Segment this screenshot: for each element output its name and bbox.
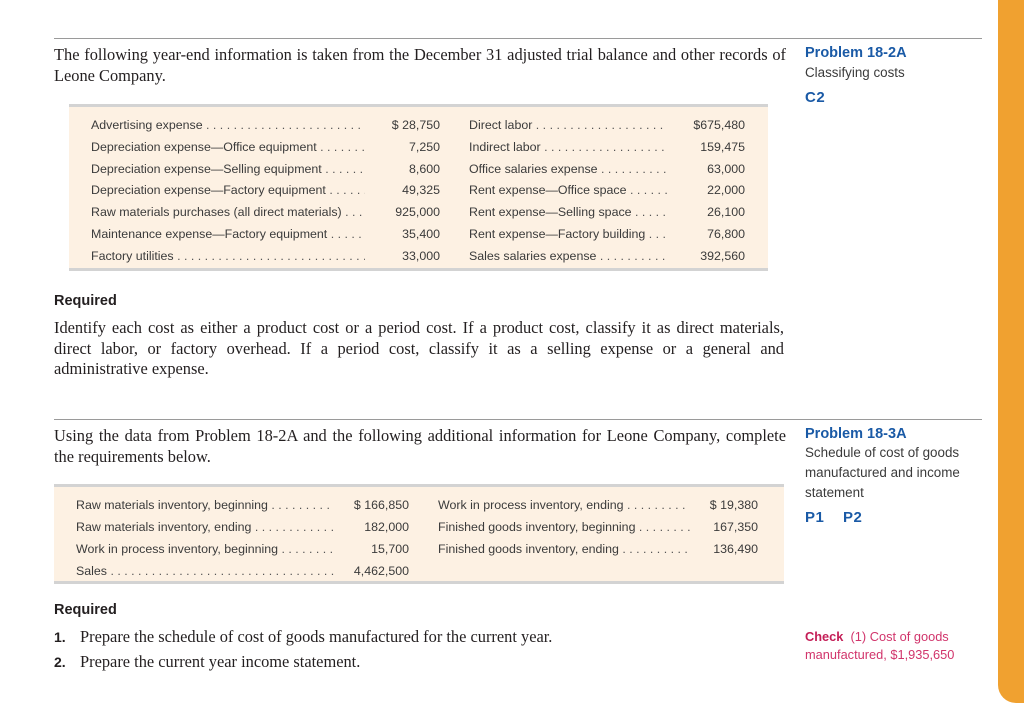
account-amount: 76,800 <box>707 227 745 241</box>
table-row <box>69 114 768 136</box>
account-amount: 167,350 <box>713 520 758 534</box>
requirement-text: Prepare the schedule of cost of goods manufactured for the current year. <box>80 627 553 646</box>
account-label: Direct labor . . . <box>469 114 667 136</box>
account-label: Finished goods inventory, beginning . . . <box>438 516 690 538</box>
problem-18-3a-subtitle <box>805 443 960 503</box>
table-row <box>54 516 784 538</box>
account-amount: 4,462,500 <box>353 564 409 578</box>
account-amount: 33,000 <box>402 248 440 263</box>
problem-18-3a-codes <box>805 509 960 526</box>
account-amount: 182,000 <box>364 520 409 534</box>
problem-18-2a-sidebar <box>805 45 907 106</box>
account-label: Raw materials inventory, ending . . . <box>76 516 334 538</box>
problem-18-3a-data-table <box>54 484 784 584</box>
account-amount: $ 19,380 <box>709 498 758 512</box>
table-row <box>69 179 768 201</box>
account-amount: 8,600 <box>408 161 440 176</box>
subtitle-line: manufactured and income <box>805 465 960 480</box>
requirement-item <box>54 626 552 648</box>
account-label: Raw materials inventory, beginning . . . <box>76 494 334 516</box>
problem-18-3a-intro: Using the data from Problem 18-2A and the following additional information for Leone Company, complete the requirements below. <box>54 426 786 466</box>
account-label: Advertising expense . . . <box>91 114 365 136</box>
learning-objective-code: P2 <box>843 509 863 526</box>
account-label: Rent expense—Factory building . . . <box>469 223 667 245</box>
problem-18-2a-subtitle: Classifying costs <box>805 65 905 80</box>
account-label: Work in process inventory, ending . . . <box>438 494 690 516</box>
problem-18-2a-codes <box>805 89 907 106</box>
account-amount: 925,000 <box>395 205 440 220</box>
account-amount: $ 166,850 <box>353 498 409 512</box>
subtitle-line: statement <box>805 485 864 500</box>
requirement-item <box>54 651 360 673</box>
check-figure-note <box>805 628 985 664</box>
account-amount: $ 28,750 <box>391 118 440 132</box>
account-amount: 15,700 <box>371 542 409 556</box>
account-label: Depreciation expense—Factory equipment . . . <box>91 179 365 201</box>
account-amount: 159,475 <box>700 139 745 154</box>
problem-18-3a-required-heading: Required <box>54 602 117 618</box>
table-row <box>54 538 784 560</box>
account-label: Office salaries expense . . . <box>469 158 667 180</box>
table-row <box>69 136 768 158</box>
problem-18-3a-title: Problem 18-3A <box>805 426 907 442</box>
account-amount: 22,000 <box>707 183 745 198</box>
account-label: Maintenance expense—Factory equipment . . . <box>91 223 365 245</box>
account-label: Rent expense—Office space . . . <box>469 179 667 201</box>
account-amount: 392,560 <box>700 248 745 263</box>
table-row <box>69 158 768 180</box>
table-row <box>69 245 768 267</box>
account-label: Work in process inventory, beginning . . . <box>76 538 334 560</box>
table-row <box>54 560 784 582</box>
subtitle-line: Schedule of cost of goods <box>805 445 960 460</box>
account-label: Rent expense—Selling space . . . <box>469 201 667 223</box>
problem-18-2a-data-table <box>69 104 768 271</box>
account-label: Finished goods inventory, ending . . . <box>438 538 690 560</box>
section-divider-top <box>54 38 982 39</box>
requirement-number: 2. <box>54 654 66 670</box>
problem-18-2a-title: Problem 18-2A <box>805 45 907 61</box>
account-amount: 49,325 <box>402 183 440 198</box>
table-row <box>69 223 768 245</box>
check-label: Check <box>805 629 844 644</box>
account-amount: 26,100 <box>707 205 745 220</box>
account-label: Depreciation expense—Selling equipment . . . <box>91 158 365 180</box>
check-text: (1) Cost of goods manufactured, $1,935,650 <box>805 629 955 662</box>
account-amount: 63,000 <box>707 161 745 176</box>
requirement-number: 1. <box>54 629 66 645</box>
account-label: Sales salaries expense . . . <box>469 245 667 267</box>
problem-18-2a-required-heading: Required <box>54 293 117 309</box>
requirement-text: Prepare the current year income statement. <box>80 652 361 671</box>
account-amount: $675,480 <box>693 118 745 132</box>
account-label: Indirect labor . . . <box>469 136 667 158</box>
account-label: Sales . . . <box>76 560 334 582</box>
account-label: Factory utilities . . . <box>91 245 365 267</box>
learning-objective-code: C2 <box>805 89 826 106</box>
problem-18-2a-required-text: Identify each cost as either a product cost or a period cost. If a product cost, classify it as direct materials, direct labor, or factory overhead. If a period cost, classify it as a selling expense or a general and administrative expense. <box>54 318 784 378</box>
page-edge-tab <box>998 0 1024 703</box>
account-label: Depreciation expense—Office equipment . . . <box>91 136 365 158</box>
account-amount: 136,490 <box>713 542 758 556</box>
account-amount: 7,250 <box>408 139 440 154</box>
learning-objective-code: P1 <box>805 509 825 526</box>
account-amount: 35,400 <box>402 227 440 241</box>
problem-18-3a-sidebar <box>805 426 960 526</box>
section-divider-middle <box>54 419 982 420</box>
problem-18-2a-intro: The following year-end information is taken from the December 31 adjusted trial balance and other records of Leone Company. <box>54 45 786 85</box>
table-row <box>69 201 768 223</box>
table-row <box>54 494 784 516</box>
account-label: Raw materials purchases (all direct materials) . . . <box>91 201 365 223</box>
